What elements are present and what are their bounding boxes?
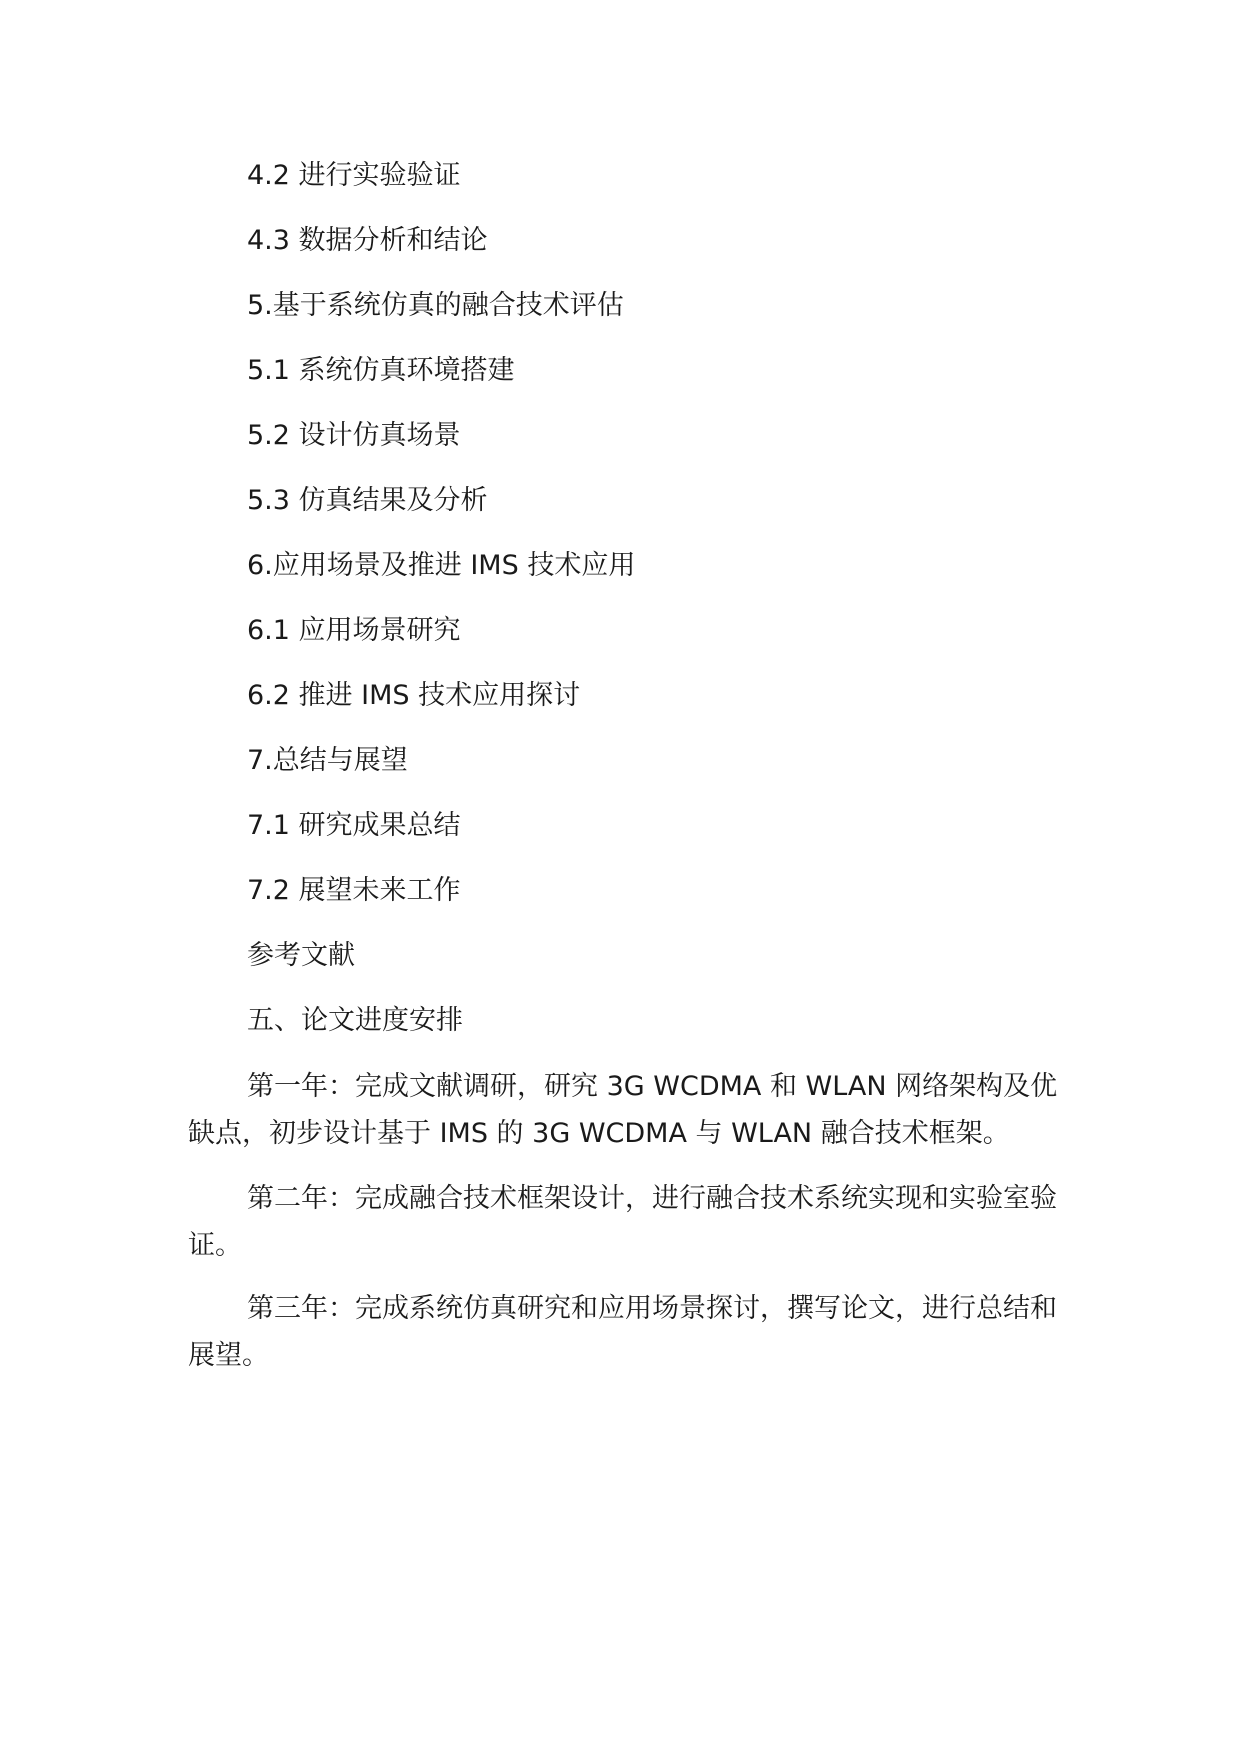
- outline-item: 6.应用场景及推进 IMS 技术应用: [247, 550, 636, 581]
- schedule-year-1: 第一年：完成文献调研，研究 3G WCDMA 和 WLAN 网络架构及优缺点，初步设计基于 IMS 的 3G WCDMA 与 WLAN 融合技术框架。: [188, 1071, 1058, 1149]
- outline-item: 4.3 数据分析和结论: [247, 225, 488, 256]
- outline-item: 6.2 推进 IMS 技术应用探讨: [247, 680, 581, 711]
- outline-item: 5.基于系统仿真的融合技术评估: [247, 290, 624, 321]
- schedule-year-3: 第三年：完成系统仿真研究和应用场景探讨，撰写论文，进行总结和展望。: [188, 1293, 1057, 1371]
- outline-item: 7.1 研究成果总结: [247, 810, 461, 841]
- schedule-year-2: 第二年：完成融合技术框架设计，进行融合技术系统实现和实验室验证。: [188, 1183, 1057, 1261]
- outline-item: 6.1 应用场景研究: [247, 615, 461, 646]
- section-heading: 五、论文进度安排: [247, 1005, 463, 1036]
- outline-item: 5.1 系统仿真环境搭建: [247, 355, 515, 386]
- outline-item: 4.2 进行实验验证: [247, 160, 461, 191]
- outline-item: 5.3 仿真结果及分析: [247, 485, 488, 516]
- outline-item: 7.2 展望未来工作: [247, 875, 461, 906]
- outline-item: 参考文献: [247, 940, 355, 971]
- outline-item: 5.2 设计仿真场景: [247, 420, 461, 451]
- outline-item: 7.总结与展望: [247, 745, 408, 776]
